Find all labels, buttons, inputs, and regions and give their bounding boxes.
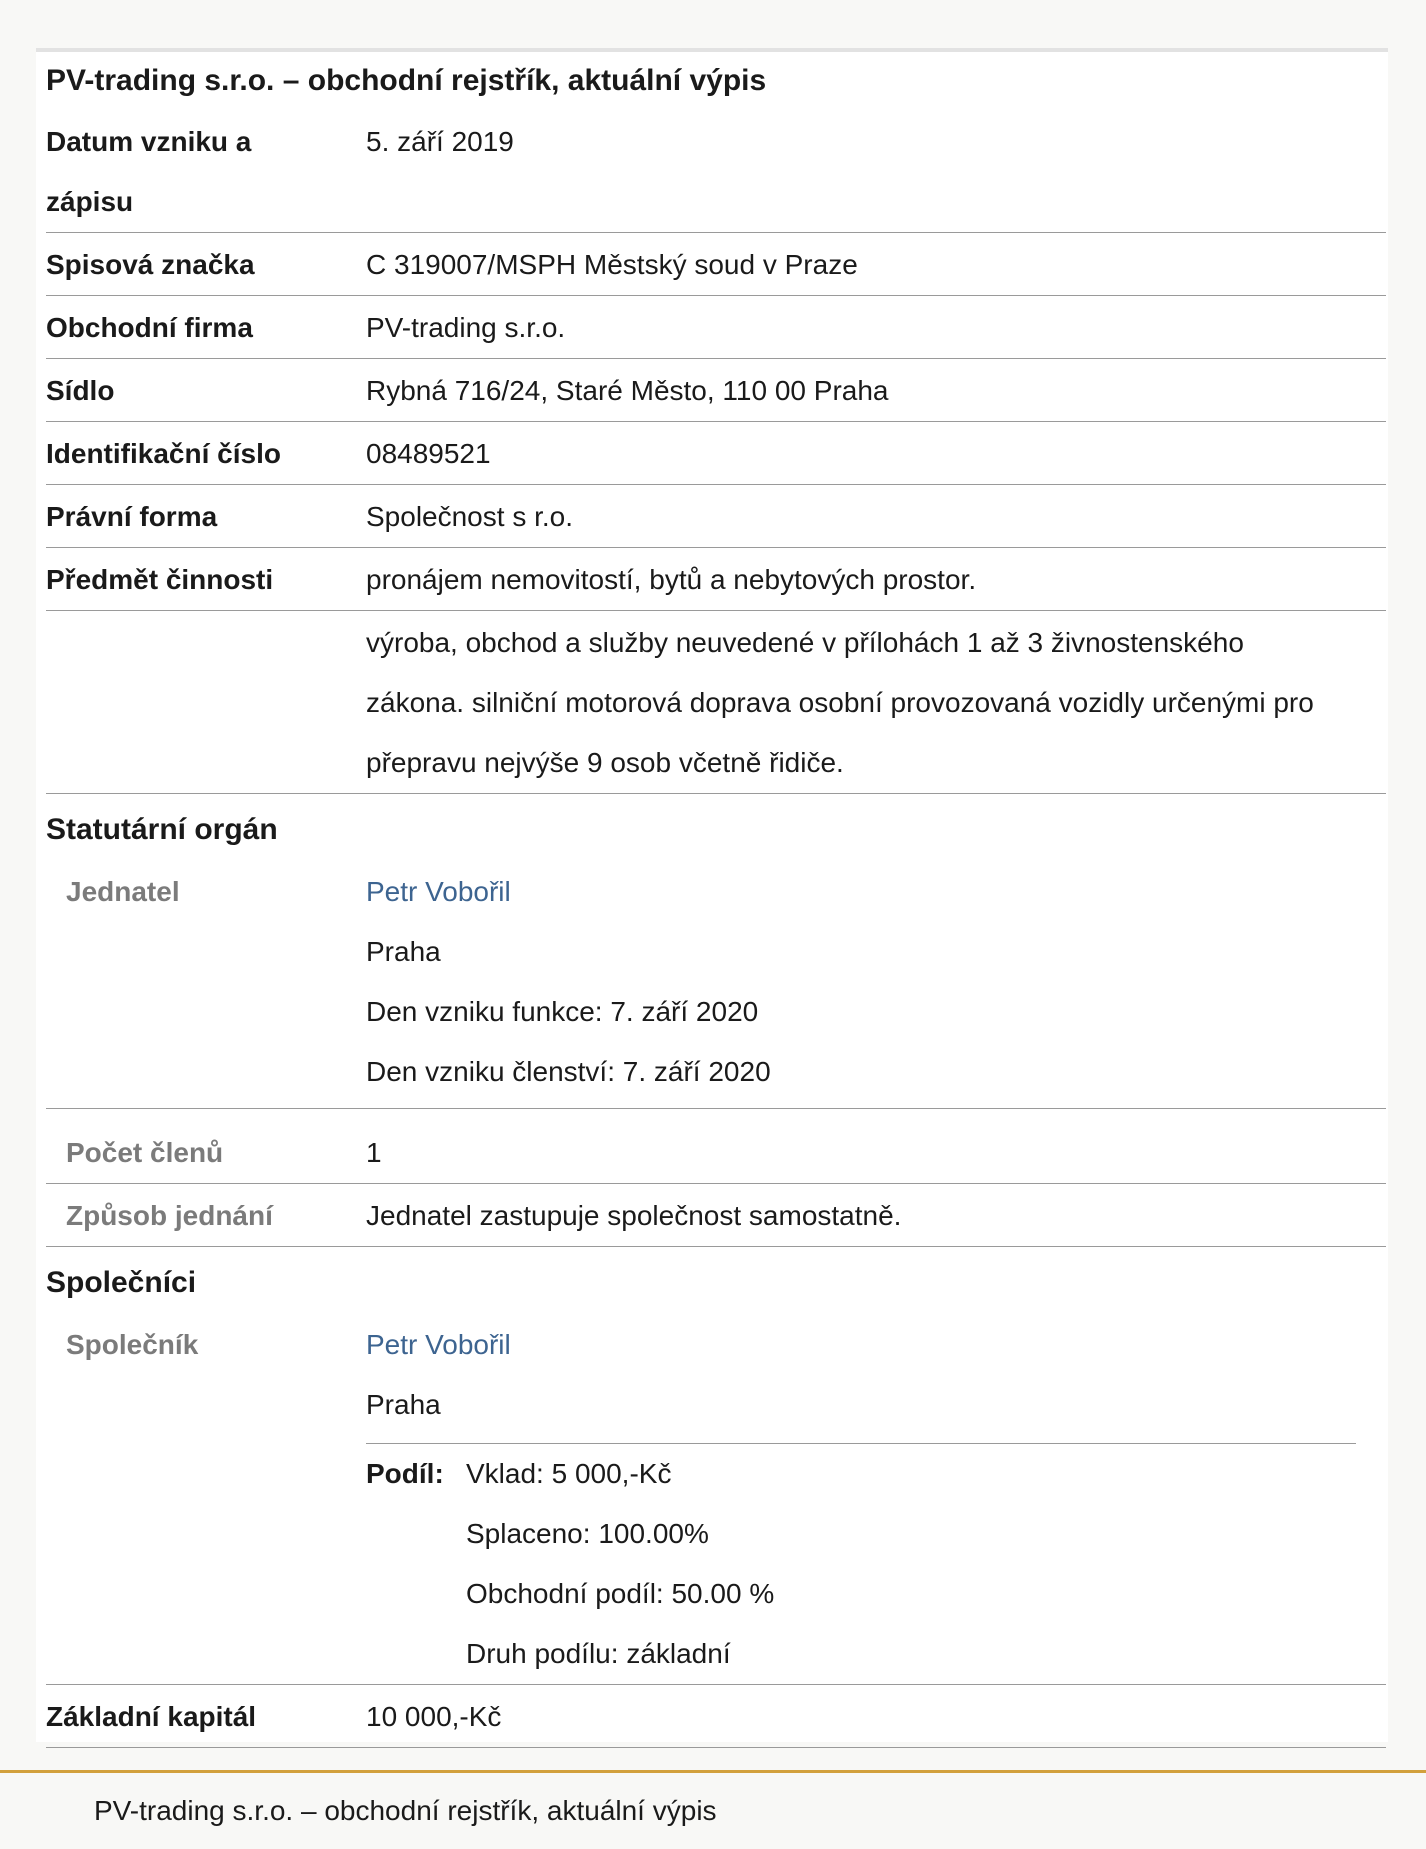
heading-spolecnici: Společníci (46, 1266, 197, 1299)
podil-splaceno: Splaceno: 100.00% (466, 1518, 709, 1549)
podil-vklad: Vklad: 5 000,-Kč (466, 1458, 672, 1489)
podil-druh: Druh podílu: základní (466, 1638, 731, 1669)
document-title: PV-trading s.r.o. – obchodní rejstřík, aktuální výpis (46, 64, 767, 97)
podil-block (366, 1443, 1356, 1684)
row-sidlo (46, 359, 1386, 422)
jednatel-den-funkce: Den vzniku funkce: 7. září 2020 (366, 996, 759, 1027)
label-datum-line1: Datum vzniku a (46, 126, 252, 157)
label-spisova-znacka: Spisová značka (46, 249, 255, 280)
value-spolecnik (366, 1313, 1386, 1684)
value-zpusob-jednani: Jednatel zastupuje společnost samostatně. (366, 1200, 902, 1231)
row-obchodni-firma (46, 296, 1386, 359)
label-zpusob-jednani: Způsob jednání (66, 1200, 273, 1231)
value-identifikacni-cislo: 08489521 (366, 438, 491, 469)
label-predmet-cinnosti: Předmět činnosti (46, 564, 274, 595)
value-pocet-clenu: 1 (366, 1137, 382, 1168)
row-datum-vzniku (46, 110, 1386, 233)
jednatel-den-clenstvi: Den vzniku členství: 7. září 2020 (366, 1056, 771, 1087)
label-pravni-forma: Právní forma (46, 501, 218, 532)
label-datum-vzniku (46, 110, 366, 232)
value-pravni-forma: Společnost s r.o. (366, 501, 574, 532)
podil-values (466, 1444, 1356, 1684)
label-spolecnik: Společník (66, 1329, 199, 1360)
row-zakladni-kapital (46, 1685, 1386, 1748)
row-spolecnik (46, 1313, 1386, 1685)
value-spisova-znacka: C 319007/MSPH Městský soud v Praze (366, 249, 858, 280)
row-jednatel (46, 860, 1386, 1109)
footer-text: PV-trading s.r.o. – obchodní rejstřík, aktuální výpis (94, 1795, 717, 1826)
footer (0, 1770, 1426, 1849)
row-spisova-znacka (46, 233, 1386, 296)
label-datum-line2: zápisu (46, 186, 134, 217)
register-card (36, 48, 1388, 1742)
value-datum-vzniku: 5. září 2019 (366, 126, 514, 157)
label-jednatel: Jednatel (66, 876, 180, 907)
spolecnik-name-link[interactable]: Petr Vobořil (366, 1329, 511, 1360)
label-pocet-clenu: Počet členů (66, 1137, 224, 1168)
value-jednatel (366, 860, 1386, 1102)
jednatel-name-link[interactable]: Petr Vobořil (366, 876, 511, 907)
label-zakladni-kapital: Základní kapitál (46, 1701, 257, 1732)
value-sidlo: Rybná 716/24, Staré Město, 110 00 Praha (366, 375, 889, 406)
predmet-line3: přepravu nejvýše 9 osob včetně řidiče. (366, 747, 844, 778)
row-predmet-cinnosti-2 (46, 611, 1386, 794)
value-zakladni-kapital: 10 000,-Kč (366, 1701, 502, 1732)
row-pravni-forma (46, 485, 1386, 548)
row-predmet-cinnosti (46, 548, 1386, 611)
predmet-line1: výroba, obchod a služby neuvedené v přílohách 1 až 3 živnostenského (366, 627, 1244, 658)
heading-statutarni-organ: Statutární orgán (46, 813, 278, 846)
value-predmet-cinnosti-2 (366, 611, 1386, 793)
row-identifikacni-cislo (46, 422, 1386, 485)
value-predmet-cinnosti-1: pronájem nemovitostí, bytů a nebytových prostor. (366, 564, 977, 595)
row-zpusob-jednani (46, 1184, 1386, 1247)
podil-label: Podíl: (366, 1458, 444, 1489)
row-pocet-clenu (46, 1109, 1386, 1184)
jednatel-city: Praha (366, 936, 441, 967)
label-empty (46, 611, 366, 793)
label-obchodni-firma: Obchodní firma (46, 312, 253, 343)
podil-obchodni-podil: Obchodní podíl: 50.00 % (466, 1578, 775, 1609)
label-sidlo: Sídlo (46, 375, 115, 406)
register-content (46, 52, 1386, 1748)
value-obchodni-firma: PV-trading s.r.o. (366, 312, 566, 343)
spolecnik-city: Praha (366, 1389, 441, 1420)
label-identifikacni-cislo: Identifikační číslo (46, 438, 281, 469)
predmet-line2: zákona. silniční motorová doprava osobní provozovaná vozidly určenými pro (366, 687, 1314, 718)
